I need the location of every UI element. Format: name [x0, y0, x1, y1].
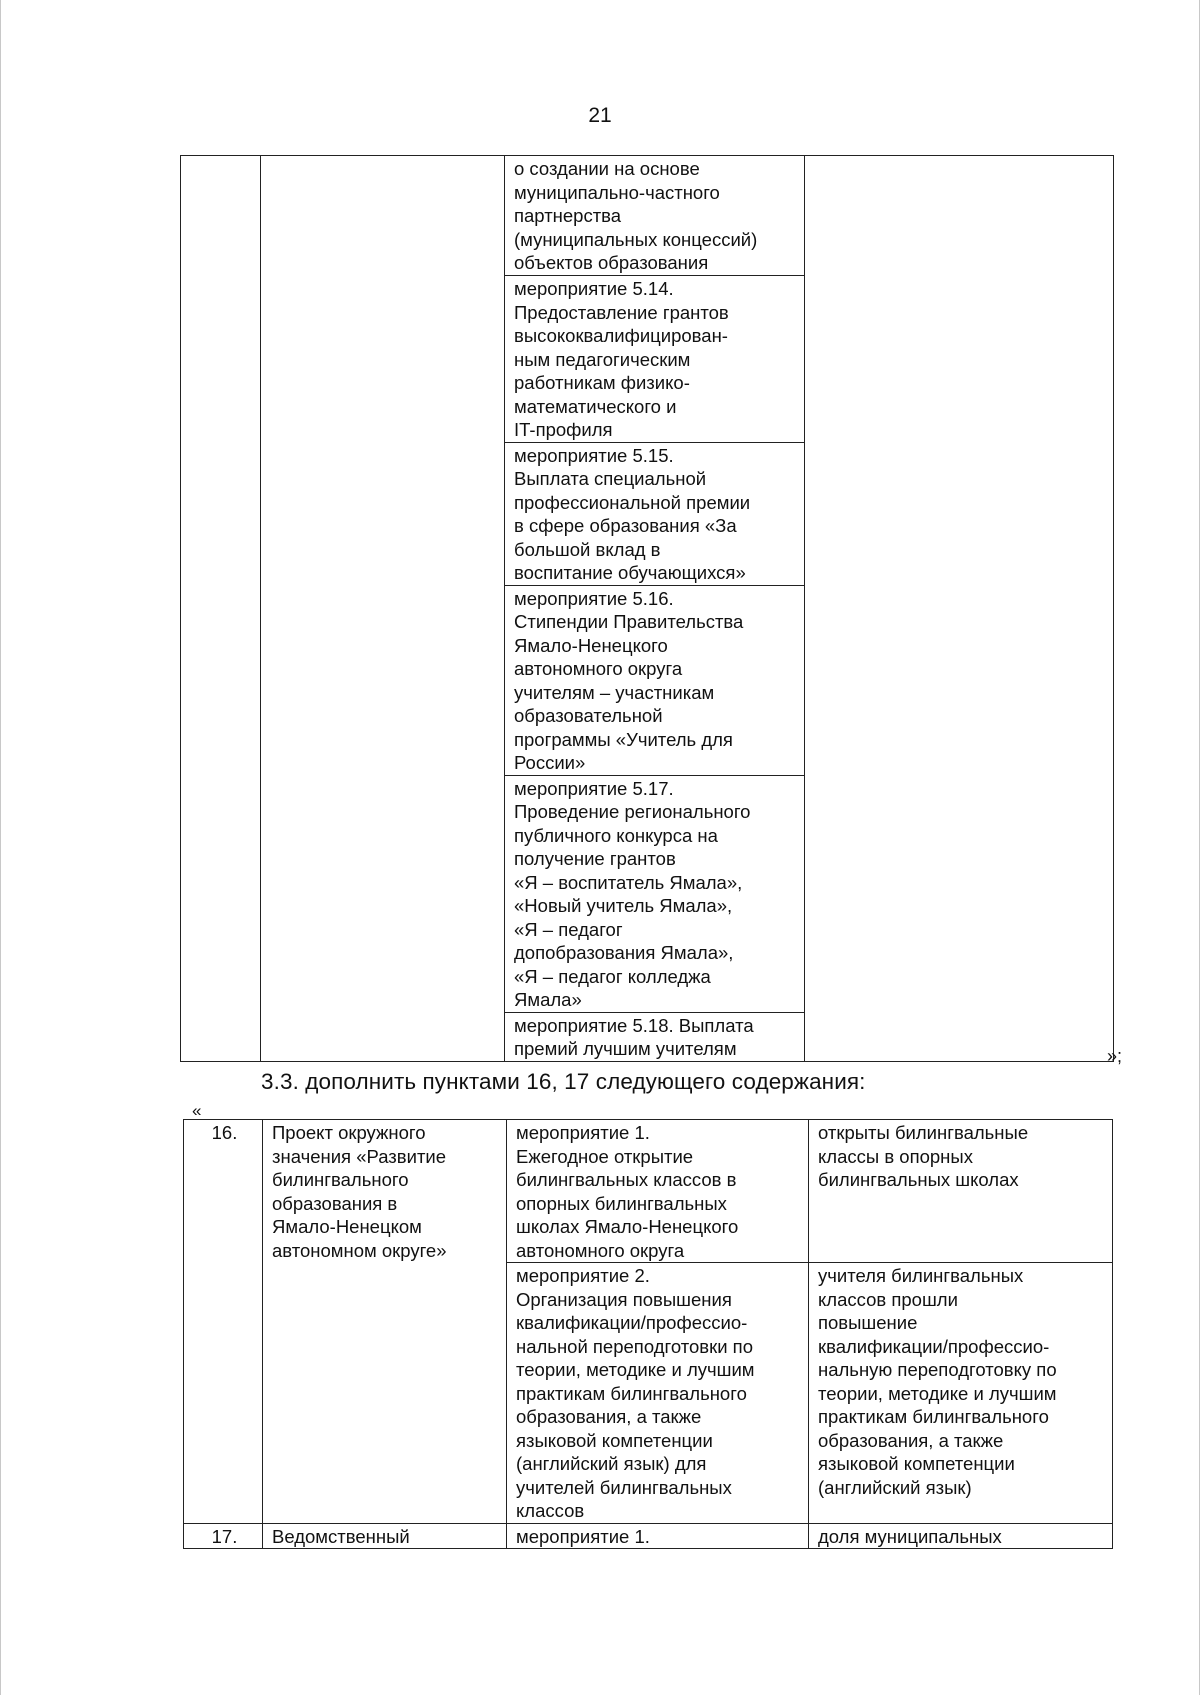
table-cell-activity: мероприятие 5.17. Проведение регионального публичного конкурса на получение грантов «Я – воспитатель Ямала», «Новый учитель Ямала», «Я – педагог допобразования Ямала», «Я – педагог колледжа Ямала» [505, 775, 805, 1012]
item-number-cell: 17. [184, 1523, 263, 1549]
item-number-cell: 16. [184, 1120, 263, 1524]
table-cell-project-empty [261, 156, 505, 1062]
section-heading: 3.3. дополнить пунктами 16, 17 следующего содержания: [261, 1069, 866, 1094]
page-number: 21 [588, 104, 612, 127]
table-cell-activity: мероприятие 5.18. Выплата премий лучшим учителям [505, 1012, 805, 1061]
activity-cell: мероприятие 1. Ежегодное открытие билингвальных классов в опорных билингвальных школах Ямало-Ненецкого автономного округа [507, 1120, 809, 1263]
result-cell: открыты билингвальные классы в опорных билингвальных школах [809, 1120, 1113, 1263]
table-cell-activity: мероприятие 5.14. Предоставление грантов высококвалифицирован- ным педагогическим работникам физико- математического и IT-профиля [505, 276, 805, 443]
project-cell: Ведомственный [263, 1523, 507, 1549]
result-cell: учителя билингвальных классов прошли повышение квалификации/профессио- нальную переподготовку по теории, методике и лучшим практикам билингвального образования, а также языковой компетенции (английский язык) [809, 1263, 1113, 1524]
table-cell-activity: мероприятие 5.15. Выплата специальной профессиональной премии в сфере образования «За большой вклад в воспитание обучающихся» [505, 442, 805, 585]
activity-cell: мероприятие 2. Организация повышения квалификации/профессио- нальной переподготовки по теории, методике и лучшим практикам билингвального образования, а также языковой компетенции (английский язык) для учителей билингвальных классов [507, 1263, 809, 1524]
table-row [181, 156, 1114, 276]
table-row-16 [184, 1120, 1113, 1263]
continued-activities-table [180, 155, 1114, 1062]
table-row-17 [184, 1523, 1113, 1549]
project-cell: Проект окружного значения «Развитие билингвального образования в Ямало-Ненецком автономном округе» [263, 1120, 507, 1524]
table-cell-activity: о создании на основе муниципально-частного партнерства (муниципальных концессий) объектов образования [505, 156, 805, 276]
result-cell: доля муниципальных [809, 1523, 1113, 1549]
table-cell-activity: мероприятие 5.16. Стипендии Правительства Ямало-Ненецкого автономного округа учителям – участникам образовательной программы «Учитель для России» [505, 585, 805, 775]
closing-quote-mark: »; [1107, 1046, 1123, 1066]
added-items-table [183, 1119, 1113, 1549]
table-cell-number-empty [181, 156, 261, 1062]
opening-quote-mark: « [192, 1101, 202, 1120]
activity-cell: мероприятие 1. [507, 1523, 809, 1549]
table-cell-result-empty [805, 156, 1114, 1062]
